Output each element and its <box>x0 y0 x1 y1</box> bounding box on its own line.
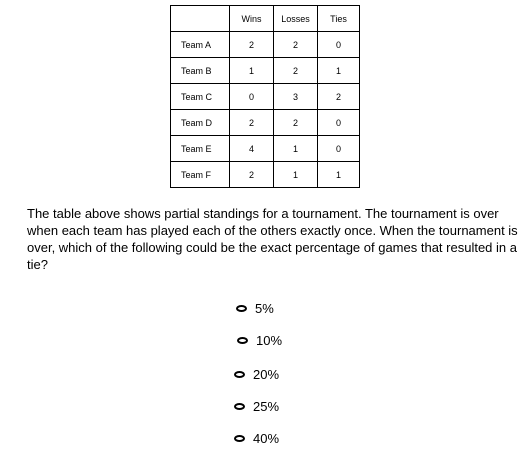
ties-cell: 1 <box>318 58 360 84</box>
choice-5-percent[interactable] <box>236 300 274 316</box>
ties-cell: 0 <box>318 32 360 58</box>
table-header-row <box>171 6 360 32</box>
team-name-cell: Team B <box>171 58 230 84</box>
losses-cell: 2 <box>274 32 318 58</box>
choice-10-percent[interactable] <box>237 332 282 348</box>
wins-cell: 2 <box>230 110 274 136</box>
table-row <box>171 162 360 188</box>
choice-label: 20% <box>253 366 280 382</box>
radio-button-icon[interactable] <box>234 435 245 442</box>
team-name-cell: Team E <box>171 136 230 162</box>
wins-cell: 0 <box>230 84 274 110</box>
choice-label: 25% <box>253 398 280 414</box>
table-row <box>171 58 360 84</box>
losses-cell: 1 <box>274 136 318 162</box>
question-text: The table above shows partial standings for a tournament. The tournament is over when each team has played each of the others exactly once. When the tournament is over, which of the following could be the exact percentage of games that resulted in a tie? <box>27 206 518 272</box>
choice-label: 10% <box>256 332 283 348</box>
losses-cell: 2 <box>274 110 318 136</box>
wins-cell: 2 <box>230 162 274 188</box>
wins-cell: 4 <box>230 136 274 162</box>
header-wins: Wins <box>230 6 274 32</box>
wins-cell: 1 <box>230 58 274 84</box>
choice-20-percent[interactable] <box>234 366 279 382</box>
header-ties: Ties <box>318 6 360 32</box>
losses-cell: 3 <box>274 84 318 110</box>
radio-button-icon[interactable] <box>237 337 248 344</box>
header-losses: Losses <box>274 6 318 32</box>
table-row <box>171 32 360 58</box>
choice-25-percent[interactable] <box>234 398 279 414</box>
radio-button-icon[interactable] <box>234 403 245 410</box>
ties-cell: 2 <box>318 84 360 110</box>
ties-cell: 0 <box>318 136 360 162</box>
radio-button-icon[interactable] <box>236 305 247 312</box>
choice-label: 5% <box>255 300 274 316</box>
team-name-cell: Team C <box>171 84 230 110</box>
ties-cell: 1 <box>318 162 360 188</box>
table-row <box>171 136 360 162</box>
losses-cell: 1 <box>274 162 318 188</box>
table-row <box>171 84 360 110</box>
team-name-cell: Team D <box>171 110 230 136</box>
team-name-cell: Team F <box>171 162 230 188</box>
ties-cell: 0 <box>318 110 360 136</box>
wins-cell: 2 <box>230 32 274 58</box>
standings-table <box>170 5 360 188</box>
losses-cell: 2 <box>274 58 318 84</box>
choice-label: 40% <box>253 430 280 446</box>
header-corner-cell <box>171 6 230 32</box>
team-name-cell: Team A <box>171 32 230 58</box>
choice-40-percent[interactable] <box>234 430 279 446</box>
table-row <box>171 110 360 136</box>
radio-button-icon[interactable] <box>234 371 245 378</box>
